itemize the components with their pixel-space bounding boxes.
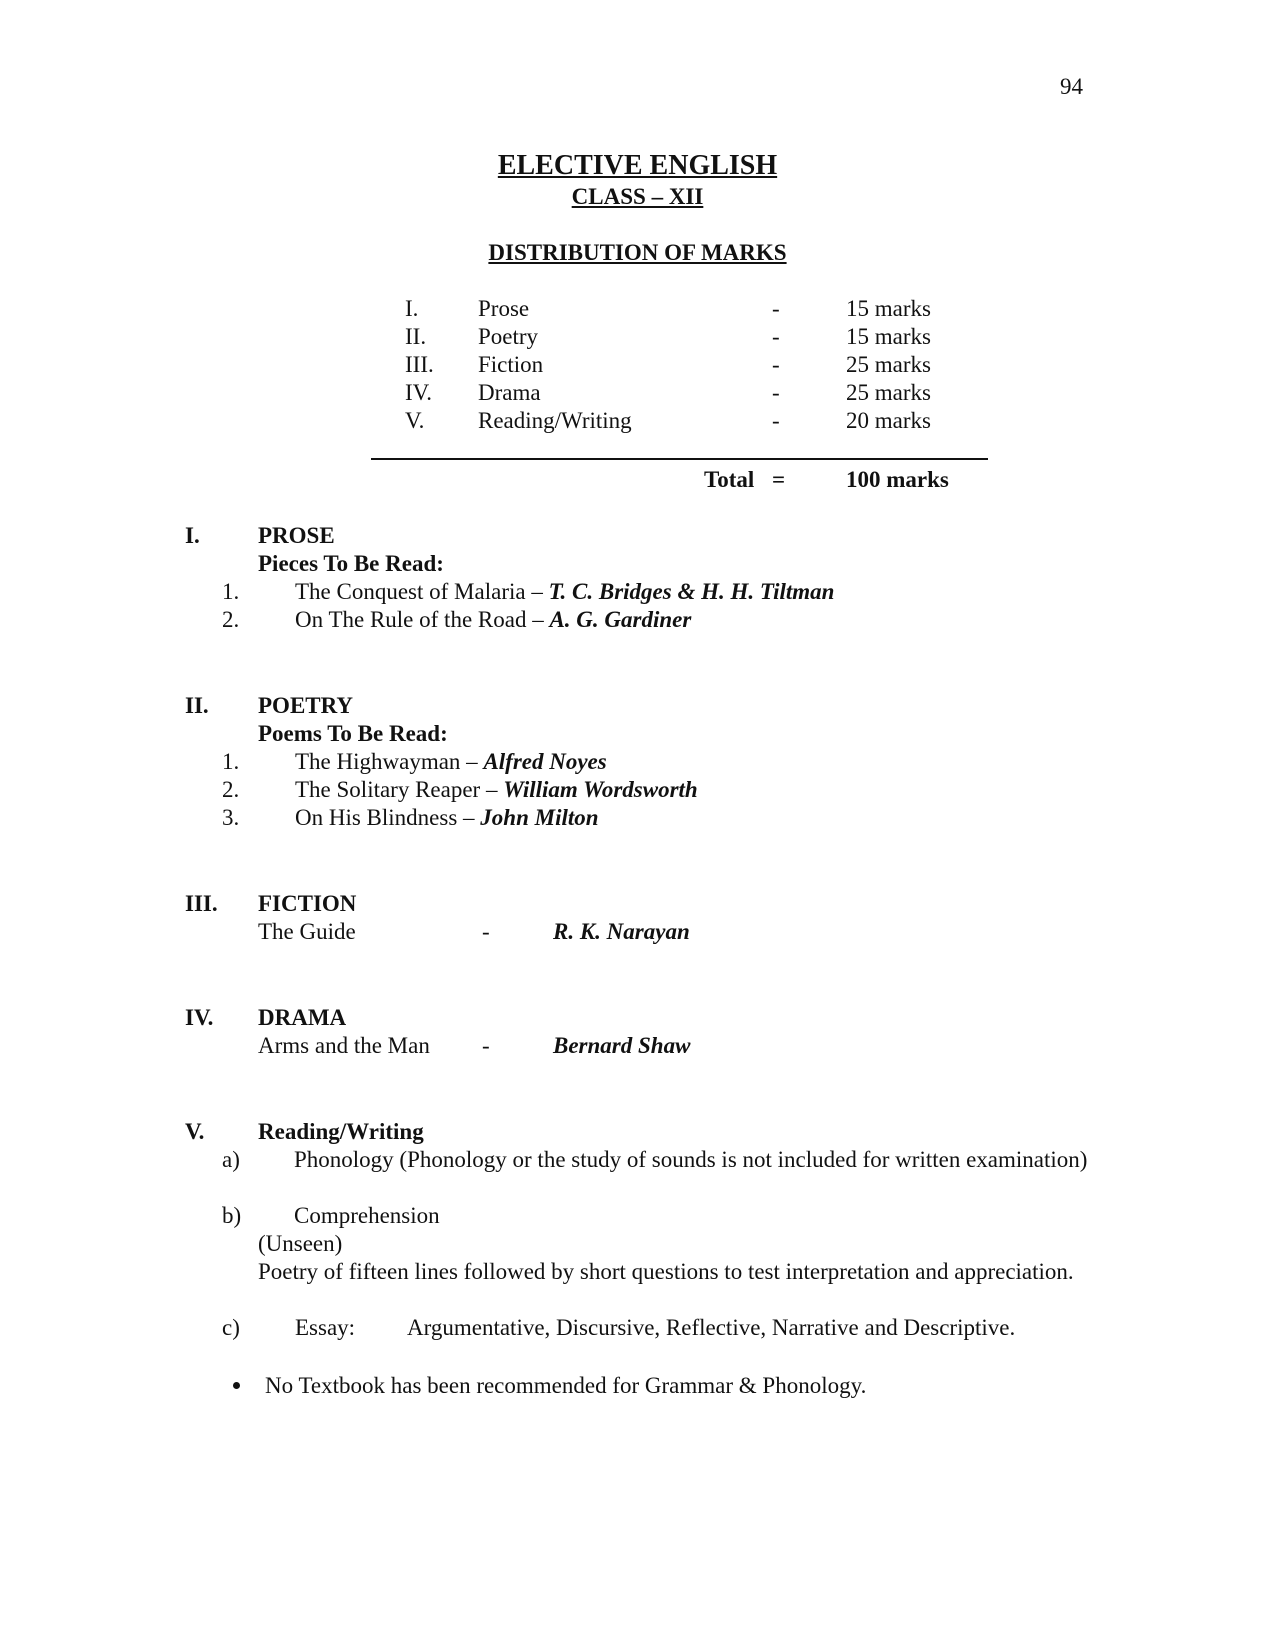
item-text — [295, 804, 599, 831]
phonology-text: Phonology (Phonology or the study of sounds is not included for written examination) — [294, 1147, 1088, 1172]
section-number: V. — [185, 1119, 205, 1144]
work-title: Arms and the Man — [258, 1033, 430, 1058]
page-number: 94 — [1060, 74, 1083, 99]
item-author: A. G. Gardiner — [549, 607, 692, 632]
class-label: CLASS – XII — [571, 184, 704, 209]
row-label: Prose — [478, 296, 530, 321]
row-dash: - — [772, 324, 780, 349]
row-number: V. — [405, 408, 425, 433]
item-text — [295, 578, 834, 605]
work-dash: - — [482, 919, 490, 944]
row-marks: 25 marks — [846, 380, 931, 405]
item-title: The Solitary Reaper – — [295, 777, 504, 802]
item-title: The Conquest of Malaria – — [295, 579, 549, 604]
item-author: Alfred Noyes — [483, 749, 607, 774]
item-label: a) — [222, 1147, 240, 1172]
work-author: R. K. Narayan — [553, 919, 690, 944]
row-dash: - — [772, 380, 780, 405]
section-number: I. — [185, 523, 200, 548]
item-text — [295, 606, 691, 633]
section-subheading: Poems To Be Read: — [258, 721, 448, 746]
row-number: III. — [405, 352, 434, 377]
row-marks: 20 marks — [846, 408, 931, 433]
section-number: II. — [185, 693, 209, 718]
page-title: ELECTIVE ENGLISH — [497, 150, 778, 181]
item-title: On The Rule of the Road – — [295, 607, 550, 632]
item-author: T. C. Bridges & H. H. Tiltman — [548, 579, 835, 604]
item-number: 2. — [222, 607, 240, 632]
row-label: Drama — [478, 380, 541, 405]
row-number: I. — [405, 296, 419, 321]
section-heading: Reading/Writing — [258, 1119, 424, 1144]
unseen-label: (Unseen) — [258, 1231, 343, 1256]
item-label: b) — [222, 1203, 242, 1228]
section-subheading: Pieces To Be Read: — [258, 551, 444, 576]
item-author: John Milton — [480, 805, 599, 830]
section-number: III. — [185, 891, 218, 916]
work-dash: - — [482, 1033, 490, 1058]
row-number: IV. — [405, 380, 433, 405]
item-number: 1. — [222, 579, 240, 604]
item-number: 2. — [222, 777, 240, 802]
item-number: 3. — [222, 805, 240, 830]
row-dash: - — [772, 296, 780, 321]
section-heading: FICTION — [258, 891, 357, 916]
item-author: William Wordsworth — [503, 777, 698, 802]
row-marks: 25 marks — [846, 352, 931, 377]
item-text — [295, 776, 698, 803]
row-marks: 15 marks — [846, 296, 931, 321]
total-value: 100 marks — [846, 467, 949, 492]
section-heading: POETRY — [258, 693, 354, 718]
comprehension-description: Poetry of fifteen lines followed by short questions to test interpretation and appreciation. — [258, 1259, 1074, 1284]
work-title: The Guide — [258, 919, 356, 944]
row-label: Fiction — [478, 352, 544, 377]
work-author: Bernard Shaw — [553, 1033, 691, 1058]
item-text — [295, 748, 607, 775]
row-label: Poetry — [478, 324, 539, 349]
essay-types: Argumentative, Discursive, Reflective, Narrative and Descriptive. — [407, 1315, 1016, 1340]
row-dash: - — [772, 352, 780, 377]
item-label: c) — [222, 1315, 240, 1340]
bullet-icon — [233, 1382, 240, 1389]
note-text: No Textbook has been recommended for Grammar & Phonology. — [265, 1373, 867, 1398]
total-divider — [371, 458, 988, 460]
total-label: Total — [704, 467, 755, 492]
row-number: II. — [405, 324, 427, 349]
essay-label: Essay: — [295, 1315, 356, 1340]
item-title: On His Blindness – — [295, 805, 481, 830]
section-heading: DRAMA — [258, 1005, 347, 1030]
section-number: IV. — [185, 1005, 214, 1030]
comprehension-label: Comprehension — [294, 1203, 440, 1228]
row-dash: - — [772, 408, 780, 433]
distribution-heading: DISTRIBUTION OF MARKS — [488, 240, 787, 265]
item-number: 1. — [222, 749, 240, 774]
section-heading: PROSE — [258, 523, 335, 548]
total-equals: = — [772, 467, 786, 492]
row-label: Reading/Writing — [478, 408, 632, 433]
item-title: The Highwayman – — [295, 749, 484, 774]
row-marks: 15 marks — [846, 324, 931, 349]
